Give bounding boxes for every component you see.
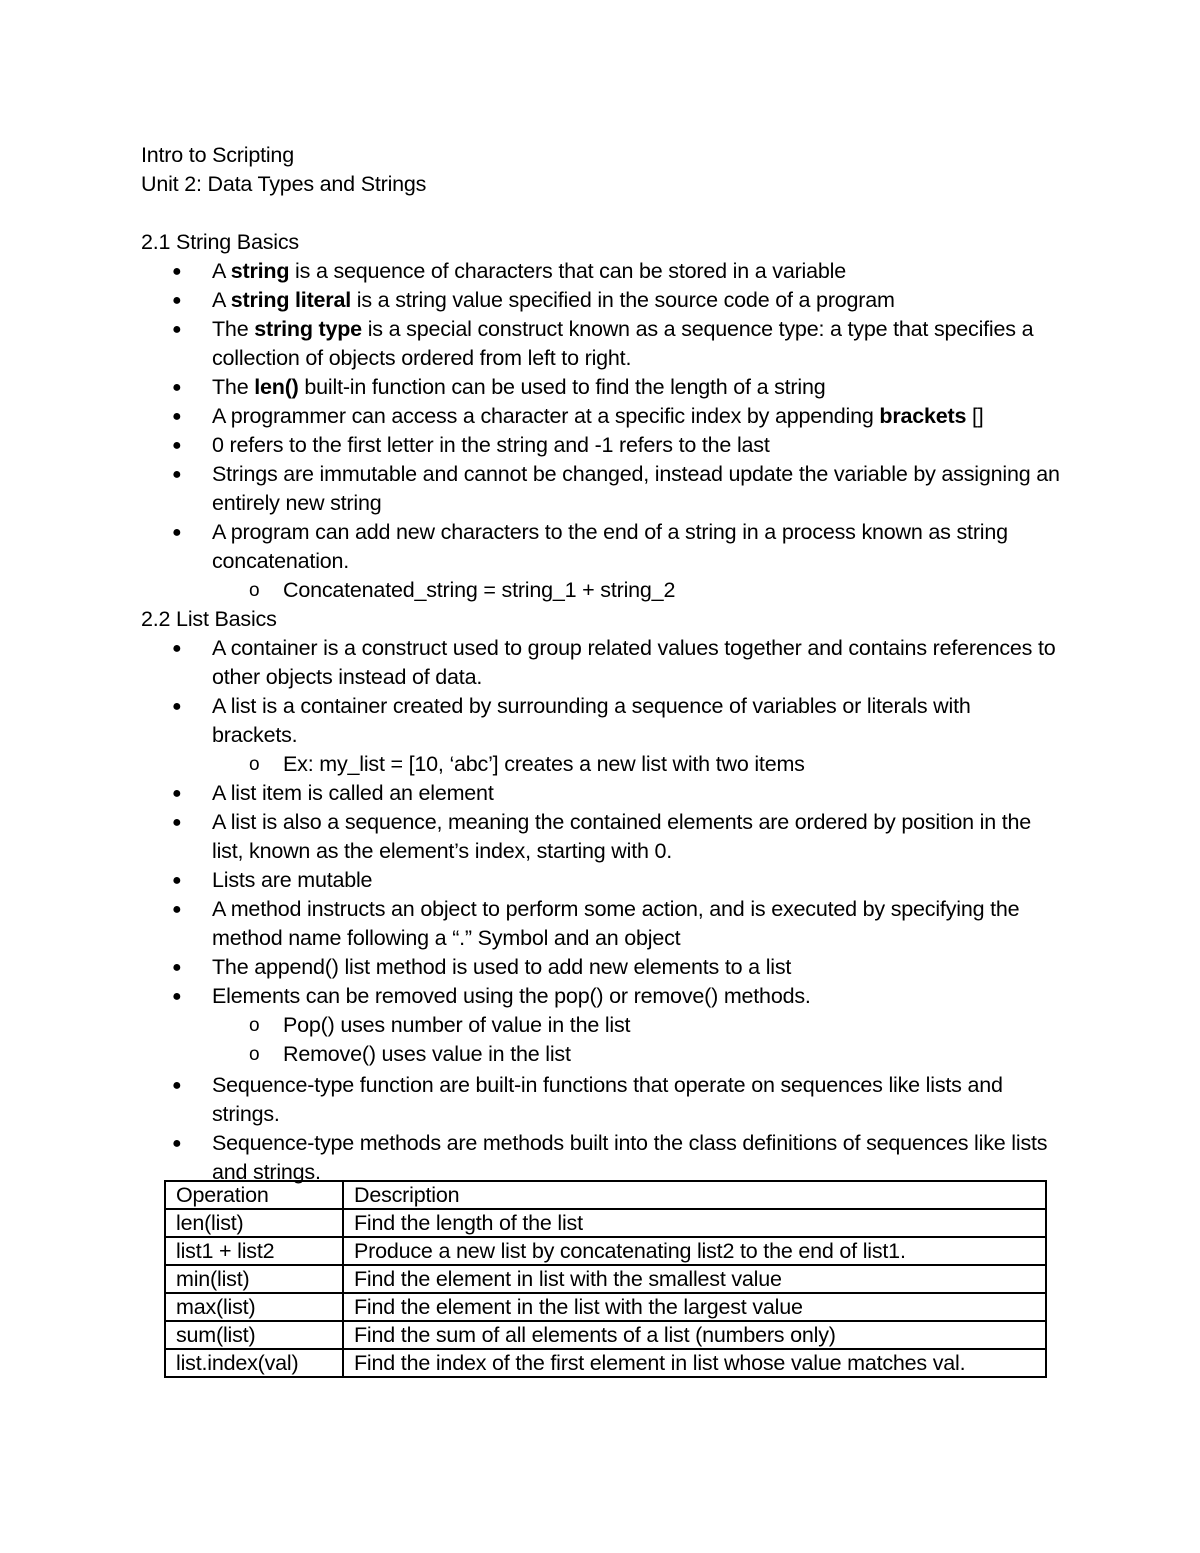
list-item: ● A container is a construct used to group related values together and contains references to other objects instead of data. [172,636,1056,689]
circle-bullet-icon: o [249,1044,260,1065]
sub-list [212,576,1061,605]
operation-cell: sum(list) [165,1321,343,1349]
list-item: ● A list is a container created by surrounding a sequence of variables or literals with brackets. o Ex: my_list = [10, ‘abc’] creates a new list with two items [141,692,1061,779]
operation-cell: max(list) [165,1293,343,1321]
list-item: ● A method instructs an object to perform some action, and is executed by specifying the method name following a “.” Symbol and an object [172,897,1020,950]
bullet-icon: ● [172,321,182,338]
sub-list-item: o Ex: my_list = [10, ‘abc’] creates a new list with two items [212,750,1061,779]
list-item: ● Lists are mutable [141,866,1061,895]
bullet-icon: ● [172,466,182,483]
list-item: ● Sequence-type methods are methods built into the class definitions of sequences like lists and strings. [172,1131,1048,1184]
bullet-icon: ● [172,959,182,976]
list-item: ● Strings are immutable and cannot be changed, instead update the variable by assigning an entirely new string [172,462,1060,515]
list-item: ● The string type is a special construct known as a sequence type: a type that specifies a collection of objects ordered from left to right. [172,317,1034,370]
operation-cell: list1 + list2 [165,1237,343,1265]
section-heading-list-basics: 2.2 List Basics [141,607,277,631]
spacer [141,199,1061,228]
list-item: ● Sequence-type function are built-in functions that operate on sequences like lists and strings. [172,1073,1003,1126]
bullet-icon: ● [172,524,182,541]
bullet-icon: ● [172,814,182,831]
list-item: ● A programmer can access a character at a specific index by appending brackets [] [141,402,1061,431]
list-item: ● A string literal is a string value specified in the source code of a program [141,286,1061,315]
sub-list-item: o Remove() uses value in the list [212,1040,1061,1071]
bullet-icon: ● [172,901,182,918]
list-item: ● A string is a sequence of characters that can be stored in a variable [141,257,1061,286]
table-header-row [165,1181,1046,1209]
bullet-icon: ● [172,292,182,309]
list-item: ● The append() list method is used to add new elements to a list [141,953,1061,982]
list-item: ● A program can add new characters to the end of a string in a process known as string concatenation. o Concatenated_string = string_1 + string_2 [141,518,1061,605]
column-header-operation: Operation [165,1181,343,1209]
description-cell: Find the element in the list with the largest value [343,1293,1046,1321]
description-cell: Produce a new list by concatenating list2 to the end of list1. [343,1237,1046,1265]
bullet-icon: ● [172,1135,182,1152]
bullet-icon: ● [172,785,182,802]
list-item: ● 0 refers to the first letter in the string and -1 refers to the last [141,431,1061,460]
circle-bullet-icon: o [249,754,260,775]
circle-bullet-icon: o [249,580,260,601]
table-row [165,1265,1046,1293]
bullet-icon: ● [172,640,182,657]
column-header-description: Description [343,1181,1046,1209]
bullet-icon: ● [172,379,182,396]
sub-list [212,1011,1061,1071]
document-page [141,141,1061,1187]
sub-list-item: o Concatenated_string = string_1 + string_2 [212,576,1061,605]
table-row [165,1237,1046,1265]
list-item: ● A list item is called an element [141,779,1061,808]
bullet-icon: ● [172,1077,182,1094]
list-basics-list [141,634,1061,1187]
list-item: ● The len() built-in function can be used to find the length of a string [141,373,1061,402]
bullet-icon: ● [172,437,182,454]
table-row [165,1209,1046,1237]
bullet-icon: ● [172,988,182,1005]
description-cell: Find the length of the list [343,1209,1046,1237]
bullet-icon: ● [172,698,182,715]
operation-cell: min(list) [165,1265,343,1293]
operation-cell: len(list) [165,1209,343,1237]
description-cell: Find the element in list with the smallest value [343,1265,1046,1293]
operation-cell: list.index(val) [165,1349,343,1377]
course-title: Intro to Scripting [141,143,294,167]
string-basics-list [141,257,1061,605]
operations-table [164,1180,1047,1378]
unit-title: Unit 2: Data Types and Strings [141,172,427,196]
table-row [165,1321,1046,1349]
list-item: ● A list is also a sequence, meaning the contained elements are ordered by position in the list, known as the element’s index, starting with 0. [172,810,1032,863]
circle-bullet-icon: o [249,1015,260,1036]
description-cell: Find the sum of all elements of a list (numbers only) [343,1321,1046,1349]
sub-list [212,750,1061,779]
bullet-icon: ● [172,872,182,889]
list-item: ● Elements can be removed using the pop() or remove() methods. o Pop() uses number of value in the list o Remove() uses value in the list [141,982,1061,1071]
bullet-icon: ● [172,263,182,280]
bullet-icon: ● [172,408,182,425]
description-cell: Find the index of the first element in list whose value matches val. [343,1349,1046,1377]
table-row [165,1349,1046,1377]
section-heading-string-basics: 2.1 String Basics [141,230,299,254]
sub-list-item: o Pop() uses number of value in the list [212,1011,1061,1040]
table-row [165,1293,1046,1321]
